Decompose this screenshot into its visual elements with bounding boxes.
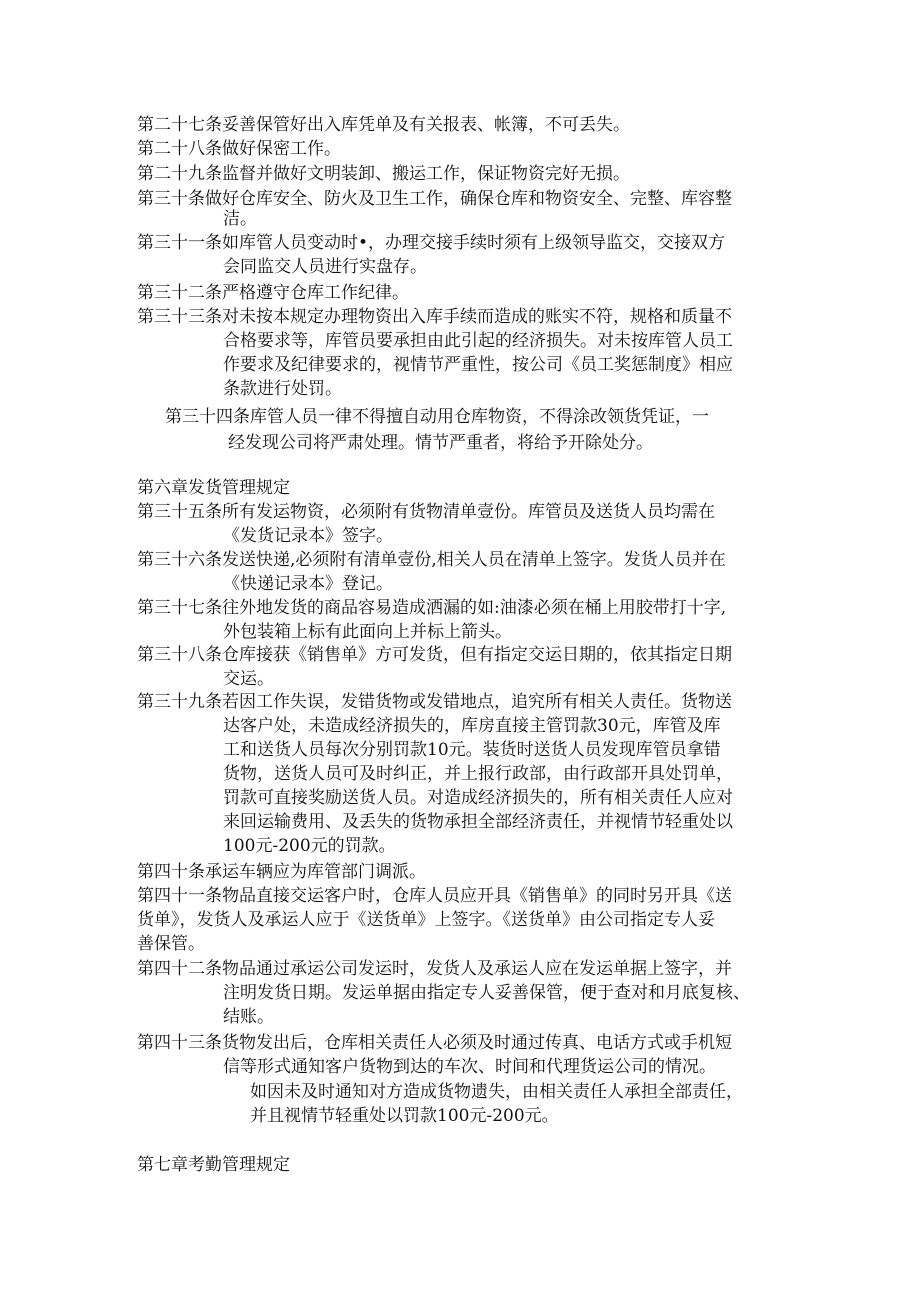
article-43-line-1: 第四十三条货物发出后，仓库相关责任人必须及时通过传真、电话方式或手机短 [137,1033,732,1053]
article-43-continuation-line-1: 如因未及时通知对方造成货物遗失，由相关责任人承担全部责任， [250,1082,743,1102]
article-40 [137,860,426,884]
article-39-line-5: 罚款可直接奖励送货人员。对造成经济损失的，所有相关责任人应对 [223,788,733,808]
article-30 [137,187,732,231]
article-38 [137,643,732,691]
article-32 [137,281,409,305]
article-42-line-3: 结账。 [223,1007,274,1027]
article-30-line-1: 第三十条做好仓库安全、防火及卫生工作，确保仓库和物资安全、完整、库容整 [137,189,732,209]
article-33 [137,305,733,401]
article-32-line-1: 第三十二条严格遵守仓库工作纪律。 [137,283,409,303]
article-40-line-1: 第四十条承运车辆应为库管部门调派。 [137,862,426,882]
article-38-line-1: 第三十八条仓库接获《销售单》方可发货，但有指定交运日期的，依其指定日期 [137,645,732,665]
article-41-line-2: 货单》，发货人及承运人应于《送货单》上签字。《送货单》由公司指定专人妥 [137,910,715,930]
article-37 [137,596,726,644]
article-28 [137,137,341,161]
article-39-line-1: 第三十九条若因工作失误，发错货物或发错地点，追究所有相关人责任。货物送 [137,692,732,712]
chapter-6-heading [137,476,290,500]
article-33-line-4: 条款进行处罚。 [223,379,342,399]
chapter-7-heading [137,1153,290,1177]
article-29 [137,162,630,186]
article-37-line-1: 第三十七条往外地发货的商品容易造成洒漏的如:油漆必须在桶上用胶带打十字, [137,598,727,618]
article-27-line-1: 第二十七条妥善保管好出入库凭单及有关报表、帐簿，不可丢失。 [137,115,630,135]
article-33-line-2: 合格要求等，库管员要承担由此引起的经济损失。对未按库管人员工 [223,331,733,351]
article-31-line-1: 第三十一条如库管人员变动时•，办理交接手续时须有上级领导监交，交接双方 [137,233,726,253]
article-33-line-3: 作要求及纪律要求的，视情节严重性，按公司《员工奖惩制度》相应 [223,355,733,375]
article-28-line-1: 第二十八条做好保密工作。 [137,139,341,159]
article-35-line-1: 第三十五条所有发运物资，必须附有货物清单壹份。库管员及送货人员均需在 [137,502,715,522]
article-42 [137,957,750,1029]
article-35 [137,500,715,548]
article-36-line-1: 第三十六条发送快递,必须附有清单壹份,相关人员在清单上签字。发货人员并在 [137,550,726,570]
article-30-line-2: 洁。 [223,209,257,229]
article-42-line-1: 第四十二条物品通过承运公司发运时，发货人及承运人应在发运单据上签字，并 [137,959,732,979]
article-43-continuation [250,1080,743,1128]
article-39-line-2: 达客户处，未造成经济损失的，库房直接主管罚款30元，库管及库 [223,716,721,736]
chapter-6-title: 第六章发货管理规定 [137,478,290,498]
article-43-continuation-line-2: 并且视情节轻重处以罚款100元-200元。 [250,1106,559,1126]
article-31-line-2: 会同监交人员进行实盘存。 [223,257,427,277]
article-37-line-2: 外包装箱上标有此面向上并标上箭头。 [223,622,512,642]
article-39-line-4: 货物，送货人员可及时纠正，并上报行政部，由行政部开具处罚单， [223,764,733,784]
article-35-line-2: 《发货记录本》签字。 [223,526,393,546]
article-27 [137,113,630,137]
article-42-line-2: 注明发货日期。发运单据由指定专人妥善保管，便于查对和月底复核、 [223,983,750,1003]
article-34-line-1: 第三十四条库管人员一律不得擅自动用仓库物资，不得涂改领货凭证，一 [165,407,709,427]
article-29-line-1: 第二十九条监督并做好文明装卸、搬运工作，保证物资完好无损。 [137,164,630,184]
chapter-7-title: 第七章考勤管理规定 [137,1155,290,1175]
article-43-line-2: 信等形式通知客户货物到达的车次、时间和代理货运公司的情况。 [223,1057,716,1077]
article-39-line-7: 100元-200元的罚款。 [223,836,396,856]
article-31 [137,231,725,279]
article-36 [137,548,726,596]
article-39-line-6: 来回运输费用、及丢失的货物承担全部经济责任，并视情节轻重处以 [223,812,733,832]
article-34-line-2: 经发现公司将严肃处理。情节严重者，将给予开除处分。 [228,433,653,453]
article-34 [165,405,709,455]
article-41-line-1: 第四十一条物品直接交运客户时，仓库人员应开具《销售单》的同时另开具《送 [137,886,732,906]
article-33-line-1: 第三十三条对未按本规定办理物资出入库手续而造成的账实不符，规格和质量不 [137,307,732,327]
article-36-line-2: 《快递记录本》登记。 [223,574,393,594]
article-39-line-3: 工和送货人员每次分别罚款10元。装货时送货人员发现库管员拿错 [223,740,721,760]
article-43 [137,1031,732,1079]
article-41 [137,884,732,956]
article-38-line-2: 交运。 [223,669,274,689]
article-41-line-3: 善保管。 [137,934,205,954]
article-39 [137,690,733,858]
